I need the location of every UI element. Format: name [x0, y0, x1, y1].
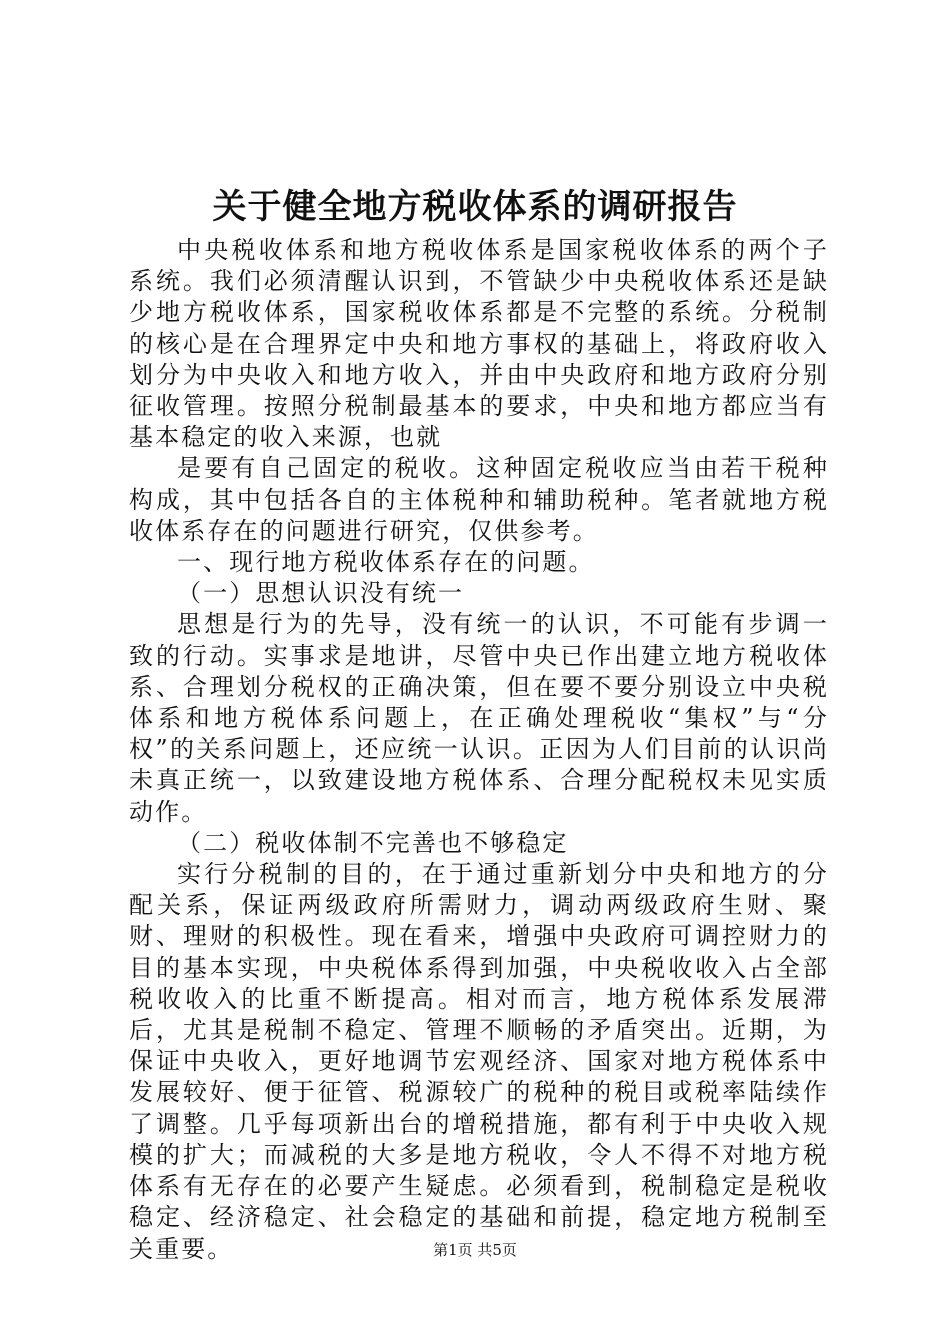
document-body — [129, 235, 829, 1265]
paragraph-intro-continued: 是要有自己固定的税收。这种固定税收应当由若干税种构成，其中包括各自的主体税种和辅助税种。笔者就地方税收体系存在的问题进行研究，仅供参考。 — [129, 454, 829, 545]
document-title: 关于健全地方税收体系的调研报告 — [212, 187, 738, 227]
section-heading-1: 一、现行地方税收体系存在的问题。 — [177, 548, 595, 577]
subsection-heading-1: （一）思想认识没有统一 — [177, 579, 465, 608]
paragraph-subsection-2: 实行分税制的目的，在于通过重新划分中央和地方的分配关系，保证两级政府所需财力，调动两级政府生财、聚财、理财的积极性。现在看来，增强中央政府可调控财力的目的基本实现，中央税体系得到加强，中央税收收入占全部税收收入的比重不断提高。相对而言，地方税体系发展滞后，尤其是税制不稳定、管理不顺畅的矛盾突出。近期，为保证中央收入，更好地调节宏观经济、国家对地方税体系中发展较好、便于征管、税源较广的税种的税目或税率陆续作了调整。几乎每项新出台的增税措施，都有利于中央收入规模的扩大；而减税的大多是地方税收，令人不得不对地方税体系有无存在的必要产生疑虑。必须看到，税制稳定是税收稳定、经济稳定、社会稳定的基础和前提，稳定地方税制至关重要。 — [129, 860, 829, 1263]
paragraph-intro: 中央税收体系和地方税收体系是国家税收体系的两个子系统。我们必须清醒认识到，不管缺少中央税收体系还是缺少地方税收体系，国家税收体系都是不完整的系统。分税制的核心是在合理界定中央和地方事权的基础上，将政府收入划分为中央收入和地方收入，并由中央政府和地方政府分别征收管理。按照分税制最基本的要求，中央和地方都应当有基本稳定的收入来源，也就 — [129, 236, 829, 452]
paragraph-subsection-1: 思想是行为的先导，没有统一的认识，不可能有步调一致的行动。实事求是地讲，尽管中央已作出建立地方税收体系、合理划分税权的正确决策，但在要不要分别设立中央税体系和地方税体系问题上，在正确处理税收“集权”与“分权”的关系问题上，还应统一认识。正因为人们目前的认识尚未真正统一，以致建设地方税体系、合理分配税权未见实质动作。 — [129, 610, 829, 826]
page-footer: 第1页 共5页 — [433, 1241, 517, 1259]
subsection-heading-2: （二）税收体制不完善也不够稳定 — [177, 828, 569, 857]
